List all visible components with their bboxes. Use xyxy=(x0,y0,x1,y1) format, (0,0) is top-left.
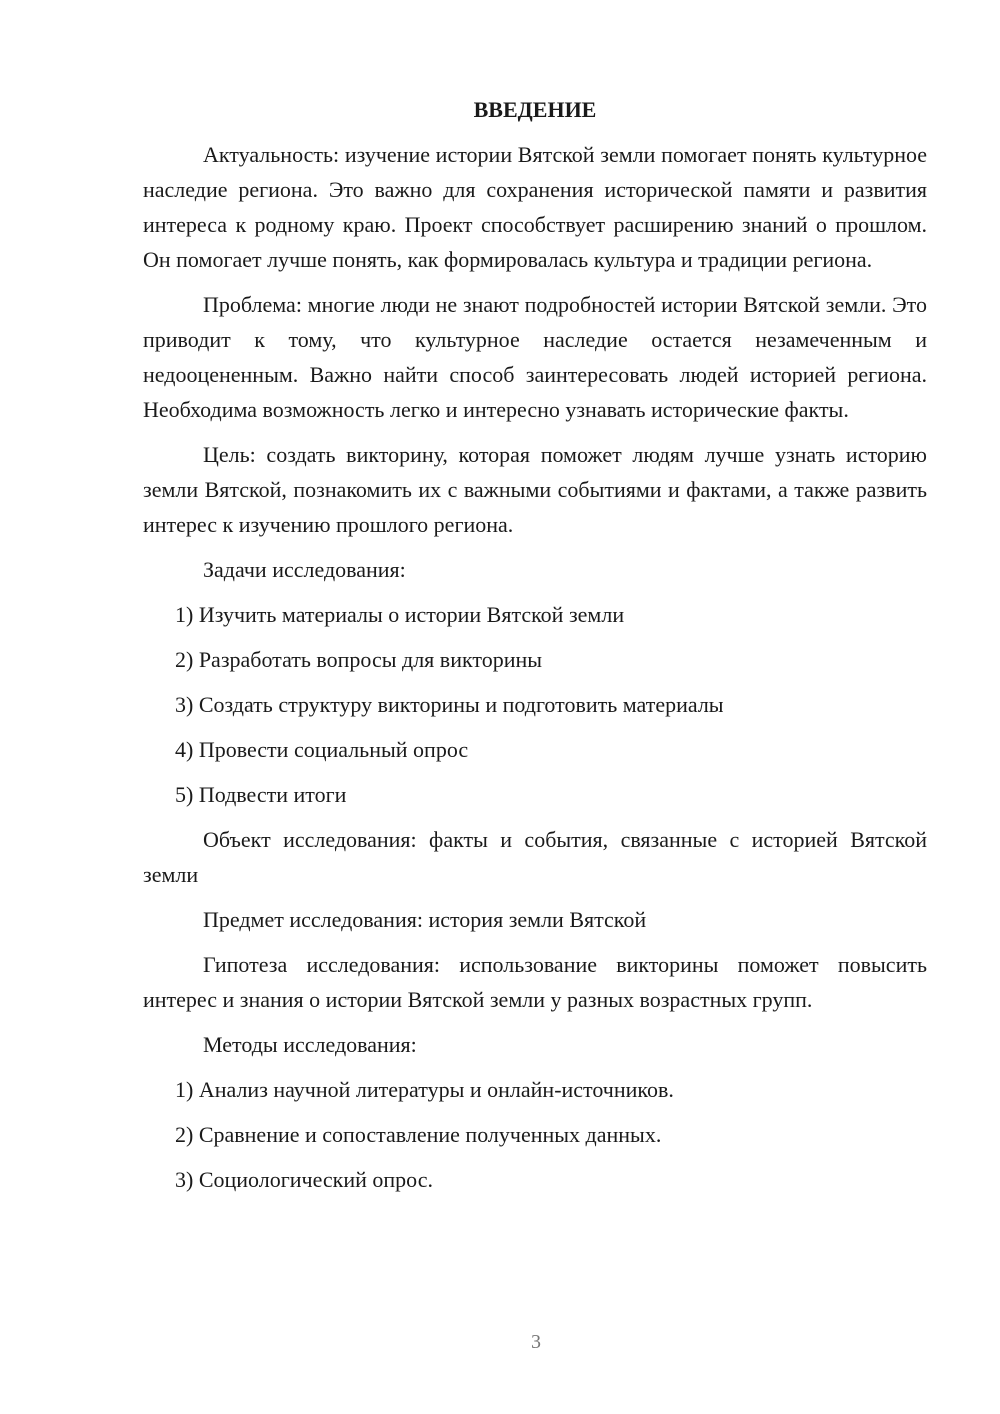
relevance-paragraph: Актуальность: изучение истории Вятской земли помогает понять культурное наследие региона. Это важно для сохранения исторической памяти и развития интереса к родному краю. Проект способствует расширению знаний о прошлом. Он помогает лучше понять, как формировалась культура и традиции региона. xyxy=(143,142,927,272)
document-title: ВВЕДЕНИЕ xyxy=(473,97,597,122)
methods-list xyxy=(143,1072,927,1197)
list-item: 1) Изучить материалы о истории Вятской земли xyxy=(175,602,625,627)
methods-heading: Методы исследования: xyxy=(203,1032,417,1057)
hypothesis-paragraph: Гипотеза исследования: использование викторины поможет повысить интерес и знания о истории Вятской земли у разных возрастных групп. xyxy=(143,952,927,1012)
list-item: 1) Анализ научной литературы и онлайн-источников. xyxy=(175,1077,674,1102)
goal-paragraph: Цель: создать викторину, которая поможет людям лучше узнать историю земли Вятской, познакомить их с важными событиями и фактами, а также развить интерес к изучению прошлого региона. xyxy=(143,442,927,537)
list-item: 2) Разработать вопросы для викторины xyxy=(175,647,543,672)
problem-paragraph: Проблема: многие люди не знают подробностей истории Вятской земли. Это приводит к тому, что культурное наследие остается незамеченным и недооцененным. Важно найти способ заинтересовать людей историей региона. Необходима возможность легко и интересно узнавать исторические факты. xyxy=(143,292,927,422)
list-item: 3) Создать структуру викторины и подготовить материалы xyxy=(175,692,724,717)
list-item: 3) Социологический опрос. xyxy=(175,1167,433,1192)
object-paragraph: Объект исследования: факты и события, связанные с историей Вятской земли xyxy=(143,827,927,887)
document-page xyxy=(143,92,927,1207)
tasks-heading: Задачи исследования: xyxy=(203,557,406,582)
list-item: 2) Сравнение и сопоставление полученных данных. xyxy=(175,1122,662,1147)
list-item: 5) Подвести итоги xyxy=(175,782,347,807)
subject-paragraph: Предмет исследования: история земли Вятской xyxy=(203,907,647,932)
list-item: 4) Провести социальный опрос xyxy=(175,737,469,762)
tasks-list xyxy=(143,597,927,812)
page-number: 3 xyxy=(531,1331,541,1353)
